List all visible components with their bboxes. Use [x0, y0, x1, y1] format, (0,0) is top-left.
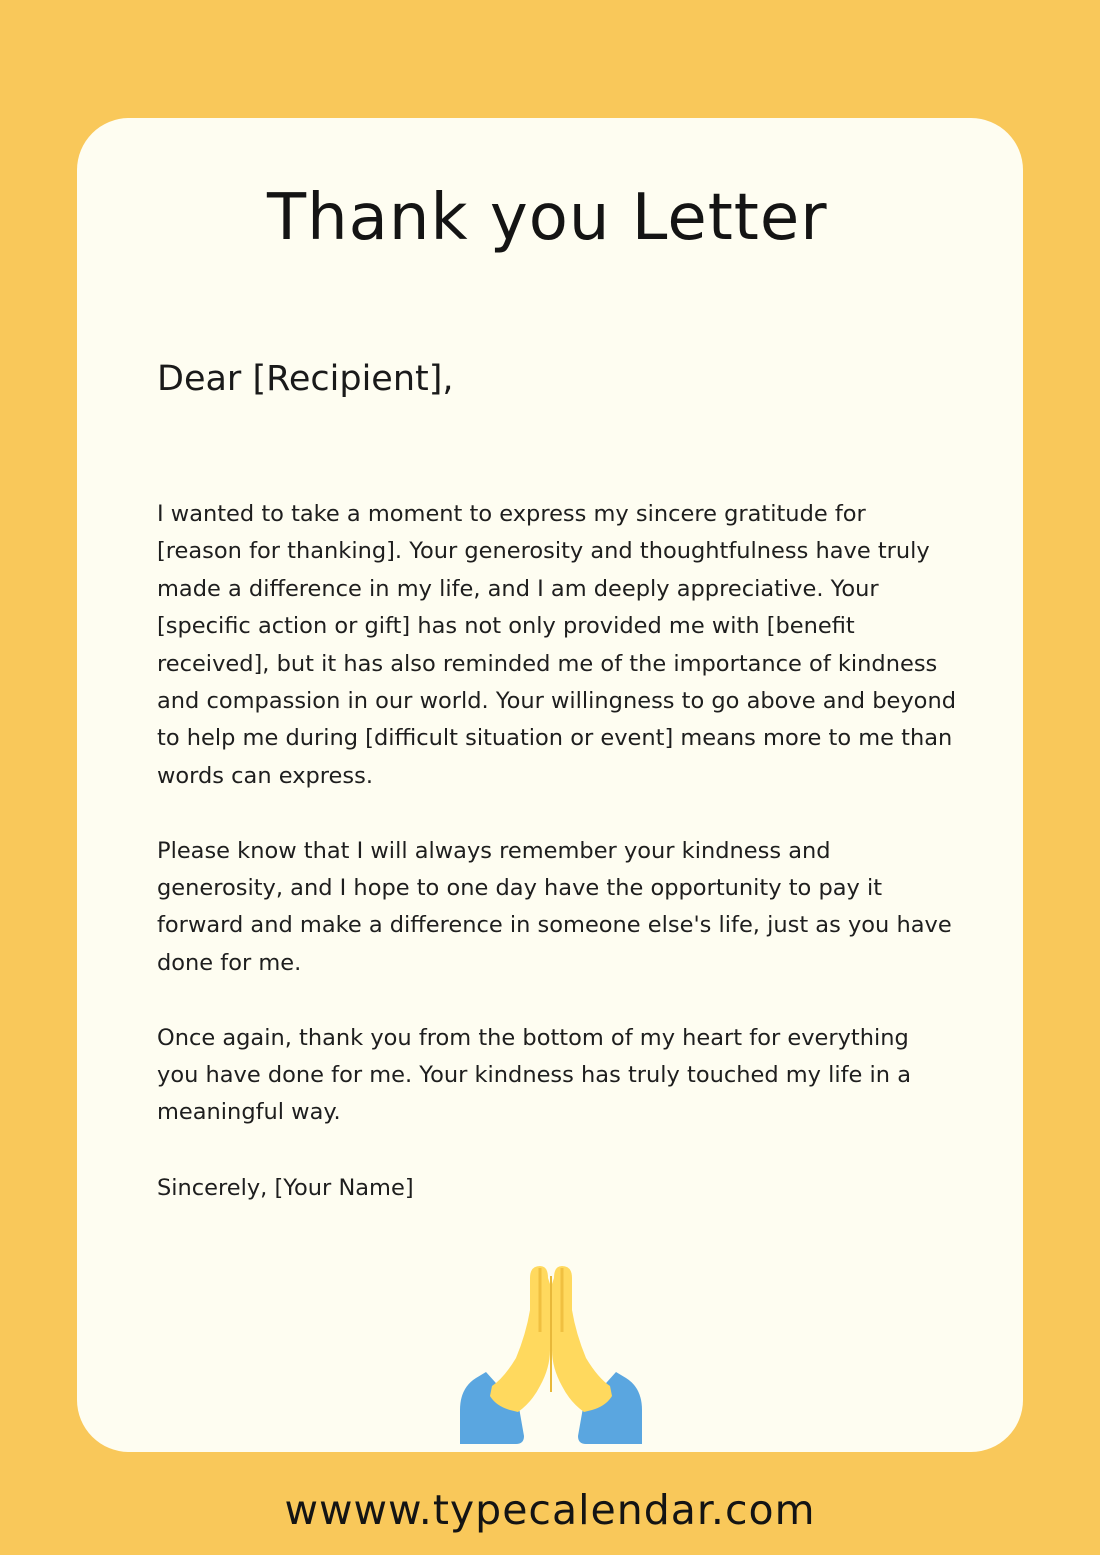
letter-signoff: Sincerely, [Your Name] [157, 1175, 414, 1201]
letter-greeting: Dear [Recipient], [157, 359, 454, 399]
letter-paragraph: Please know that I will always remember your kindness and generosity, and I hope to one day have the opportunity to pay it forward and make a difference in someone else's life, just as you have done for me. [157, 837, 952, 976]
letter-paragraph: I wanted to take a moment to express my sincere gratitude for [reason for thanking]. Your generosity and thoughtfulness have truly made a difference in my life, and I am deeply appreciative. Your [specific action or gift] has not only provided me with [benefit received], but it has also reminded me of the importance of kindness and compassion in our world. Your willingness to go above and beyond to help me during [difficult situation or event] means more to me than words can express. [157, 501, 956, 789]
website-url: wwww.typecalendar.com [284, 1486, 816, 1534]
letter-title: Thank you Letter [267, 181, 828, 255]
letter-paragraph: Once again, thank you from the bottom of my heart for everything you have done for me. Your kindness has truly touched my life in a meaningful way. [157, 1024, 912, 1126]
letter-body [157, 496, 957, 1169]
letter-card [77, 118, 1023, 1452]
praying-hands-icon [458, 1262, 644, 1447]
